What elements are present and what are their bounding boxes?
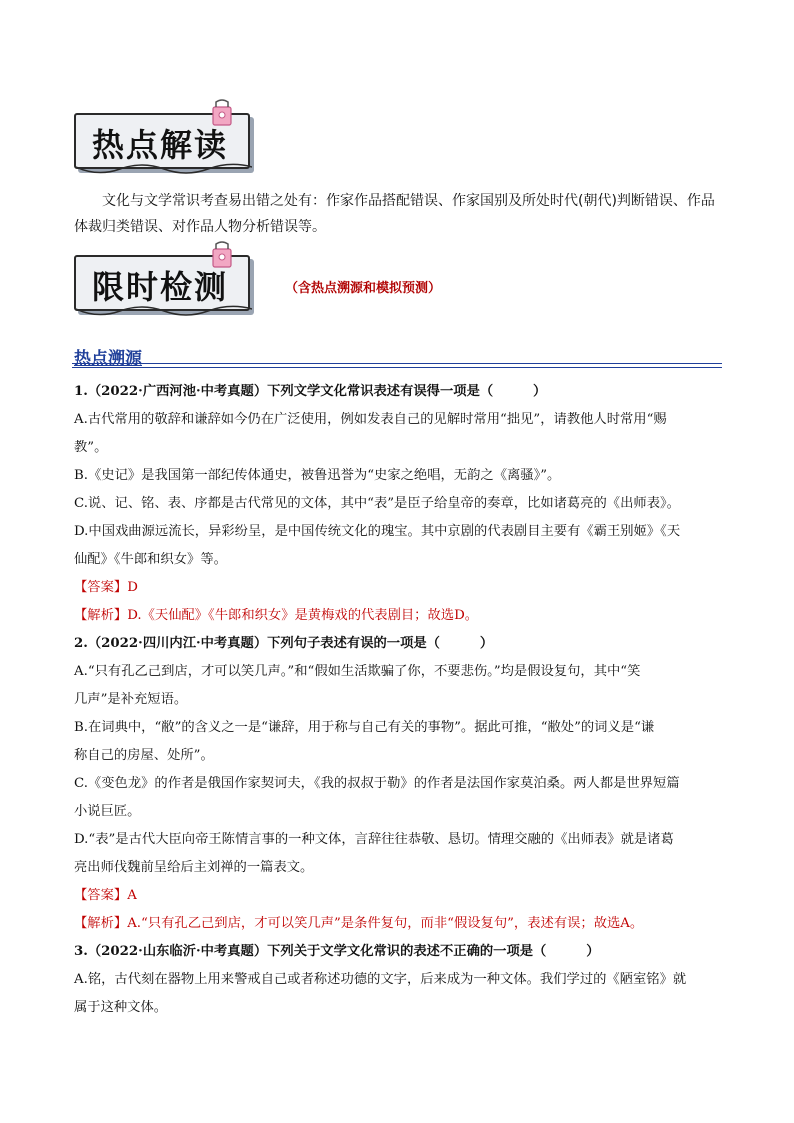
answer-tag: 【答案】 [74,888,128,903]
analysis-line [74,910,724,938]
intro-paragraph: 文化与文学常识考查易出错之处有：作家作品搭配错误、作家国别及所处时代(朝代)判断错误、作品体裁归类错误、对作品人物分析错误等。 [74,193,715,235]
wave-decoration-icon [76,305,252,319]
question-stem: 1.（2022·广西河池·中考真题）下列文学文化常识表述有误得一项是（ ） [74,384,547,399]
question-option: A.古代常用的敬辞和谦辞如今仍在广泛使用，例如发表自己的见解时常用“拙见”，请教他人时常用“赐 [74,412,667,427]
question-option: D.中国戏曲源远流长，异彩纷呈，是中国传统文化的瑰宝。其中京剧的代表剧目主要有《霸王别姬》《天 [74,524,681,539]
question-option: D.“表”是古代大臣向帝王陈情言事的一种文体，言辞往往恭敬、恳切。情理交融的《出师表》就是诸葛 [74,832,674,847]
section-banner-timed-test [74,255,250,311]
question-option: 属于这种文体。 [74,1000,168,1015]
question-option: A.铭，古代刻在器物上用来警戒自己或者称述功德的文字，后来成为一种文体。我们学过的《陋室铭》就 [74,972,687,987]
banner-title: 热点解读 [92,126,229,164]
question-list [74,378,724,1022]
analysis-text: A.“只有孔乙己到店，才可以笑几声”是条件复句，而非“假设复句”，表述有误；故选A。 [127,916,644,931]
question-option: 教”。 [74,440,108,455]
question-option: B.在词典中，“敝”的含义之一是“谦辞，用于称与自己有关的事物”。据此可推，“敝处”的词义是“谦 [74,720,655,735]
question-option: B.《史记》是我国第一部纪传体通史，被鲁迅誉为“史家之绝唱，无韵之《离骚》”。 [74,468,561,483]
answer-line [74,882,724,910]
analysis-tag: 【解析】 [74,916,128,931]
question-stem: 2.（2022·四川内江·中考真题）下列句子表述有误的一项是（ ） [74,636,494,651]
question-option: 仙配》《牛郎和织女》等。 [74,552,227,567]
banner-title: 限时检测 [92,268,229,306]
question-option: 小说巨匠。 [74,804,141,819]
question-option: 亮出师伐魏前呈给后主刘禅的一篇表文。 [74,860,314,875]
answer-value: D [127,580,138,595]
answer-line [74,574,724,602]
question-option: C.《变色龙》的作者是俄国作家契诃夫，《我的叔叔于勒》的作者是法国作家莫泊桑。两人都是世界短篇 [74,776,680,791]
question-option: 称自己的房屋、处所”。 [74,748,214,763]
section-banner-hot-reading [74,113,250,169]
section-divider [72,367,722,368]
analysis-tag: 【解析】 [74,608,128,623]
answer-value: A [127,888,137,903]
banner-subnote: （含热点溯源和模拟预测） [285,281,442,296]
question-option: 几声”是补充短语。 [74,692,188,707]
section-divider [72,363,722,364]
wave-decoration-icon [76,163,252,177]
answer-tag: 【答案】 [74,580,128,595]
analysis-text: D.《天仙配》《牛郎和织女》是黄梅戏的代表剧目；故选D。 [127,608,479,623]
question-option: A.“只有孔乙己到店，才可以笑几声。”和“假如生活欺骗了你，不要悲伤。”均是假设复句，其中“笑 [74,664,641,679]
analysis-line [74,602,724,630]
section-title: 热点溯源 [74,349,142,369]
question-stem: 3.（2022·山东临沂·中考真题）下列关于文学文化常识的表述不正确的一项是（ ） [74,944,600,959]
question-option: C.说、记、铭、表、序都是古代常见的文体，其中“表”是臣子给皇帝的奏章，比如诸葛亮的《出师表》。 [74,496,680,511]
